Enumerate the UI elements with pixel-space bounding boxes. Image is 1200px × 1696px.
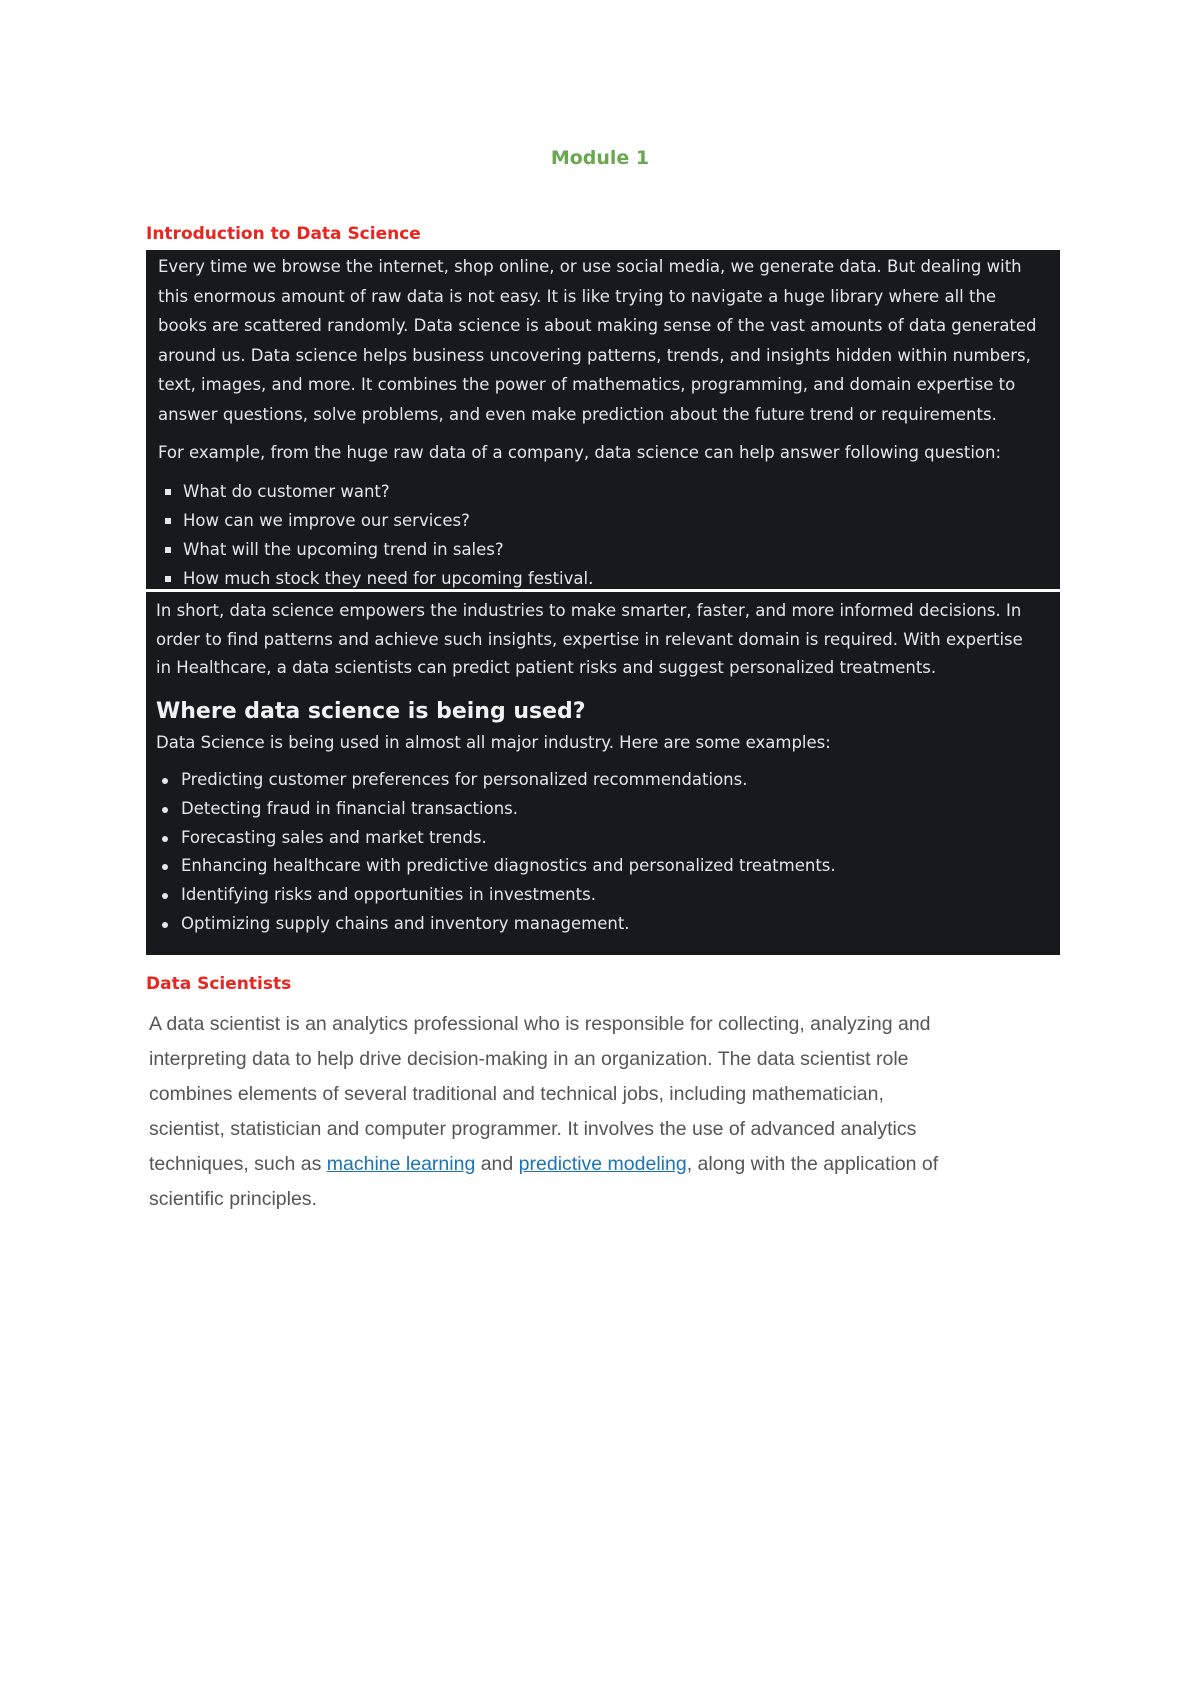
- usage-intro: Data Science is being used in almost all major industry. Here are some examples:: [156, 732, 831, 752]
- summary-paragraph: [156, 597, 1050, 683]
- example-paragraph: For example, from the huge raw data of a company, data science can help answer following question:: [158, 443, 1002, 462]
- body-line: scientist, statistician and computer programmer. It involves the use of advanced analytics: [149, 1118, 917, 1140]
- list-item: Identifying risks and opportunities in investments.: [156, 881, 1050, 910]
- list-item: Enhancing healthcare with predictive diagnostics and personalized treatments.: [156, 852, 1050, 881]
- intro-line: text, images, and more. It combines the power of mathematics, programming, and domain expertise to: [158, 375, 1016, 394]
- body-line: A data scientist is an analytics professional who is responsible for collecting, analyzing and: [149, 1013, 931, 1035]
- intro-paragraph: [158, 252, 1048, 429]
- questions-list: [158, 477, 1048, 593]
- body-text: and: [475, 1153, 519, 1175]
- page-title: Module 1: [550, 147, 650, 169]
- list-item: Optimizing supply chains and inventory management.: [156, 910, 1050, 939]
- intro-dark-block: [146, 250, 1060, 589]
- usage-heading: Where data science is being used?: [156, 698, 586, 724]
- body-line: interpreting data to help drive decision-making in an organization. The data scientist role: [149, 1048, 909, 1070]
- list-item: What do customer want?: [158, 477, 1048, 506]
- summary-line: order to find patterns and achieve such insights, expertise in relevant domain is required. With expertise: [156, 629, 1023, 649]
- list-item: Forecasting sales and market trends.: [156, 824, 1050, 853]
- list-item: How much stock they need for upcoming festival.: [158, 564, 1048, 593]
- intro-line: answer questions, solve problems, and even make prediction about the future trend or requirements.: [158, 404, 997, 424]
- body-text: techniques, such as: [149, 1153, 327, 1175]
- predictive-modeling-link[interactable]: predictive modeling: [518, 1153, 687, 1175]
- examples-list: [156, 766, 1050, 939]
- data-scientists-heading: Data Scientists: [146, 974, 292, 994]
- machine-learning-link[interactable]: machine learning: [326, 1153, 476, 1175]
- usage-dark-block: [146, 592, 1060, 955]
- intro-line: Every time we browse the internet, shop online, or use social media, we generate data. But dealing with: [158, 257, 1022, 276]
- body-line: scientific principles.: [149, 1188, 317, 1210]
- intro-heading: Introduction to Data Science: [146, 224, 421, 244]
- summary-line: In short, data science empowers the industries to make smarter, faster, and more informed decisions. In: [156, 601, 1022, 620]
- intro-line: around us. Data science helps business uncovering patterns, trends, and insights hidden within numbers,: [158, 345, 1031, 365]
- intro-line: this enormous amount of raw data is not easy. It is like trying to navigate a huge library where all the: [158, 286, 997, 306]
- body-line: combines elements of several traditional and technical jobs, including mathematician,: [149, 1083, 884, 1105]
- list-item: Detecting fraud in financial transactions.: [156, 795, 1050, 824]
- intro-line: books are scattered randomly. Data science is about making sense of the vast amounts of data generated: [158, 316, 1037, 335]
- list-item: What will the upcoming trend in sales?: [158, 535, 1048, 564]
- list-item: Predicting customer preferences for personalized recommendations.: [156, 766, 1050, 795]
- summary-line: in Healthcare, a data scientists can predict patient risks and suggest personalized treatments.: [156, 658, 937, 677]
- list-item: How can we improve our services?: [158, 506, 1048, 535]
- body-text: , along with the application of: [686, 1153, 939, 1175]
- data-scientists-paragraph: [149, 1007, 1029, 1217]
